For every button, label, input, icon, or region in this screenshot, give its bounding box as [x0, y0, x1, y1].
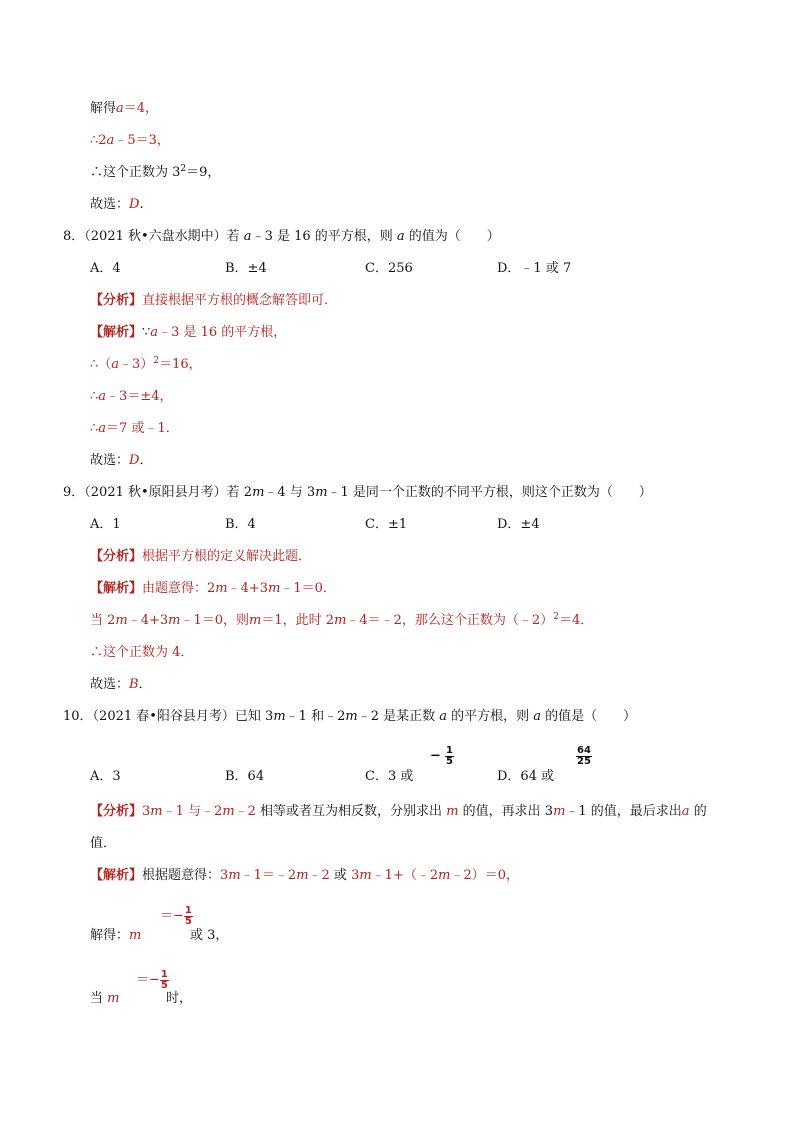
q9-analysis: 【分析】根据平方根的定义解决此题．: [90, 549, 312, 564]
q8-step-3: ∴a﹣3＝±4，: [90, 389, 173, 404]
q9-solution: 【解析】由题意得：2m﹣4+3m﹣1＝0．: [90, 581, 336, 596]
q8-step-4: ∴a＝7 或﹣1．: [90, 421, 179, 436]
q8-option-a: A．4: [90, 261, 121, 276]
q8-solution: 【解析】∵a﹣3 是 16 的平方根，: [90, 325, 287, 340]
q10-step-2-tail: 或 3，: [190, 928, 229, 943]
q8-step-2: ∴（a﹣3）$^2$＝16，: [90, 356, 202, 372]
q9-step-3: ∴这个正数为 4．: [90, 645, 194, 660]
q10-option-b: B．64: [225, 769, 265, 784]
q10-solution: 【解析】根据题意得：3m﹣1＝﹣2m﹣2 或 3m﹣1+（﹣2m﹣2）＝0，: [90, 868, 519, 883]
q10-step-2-fraction: ＝− $\frac{1}{5}$: [160, 905, 192, 927]
q9-option-d: D．±4: [497, 517, 540, 532]
q8-analysis: 【分析】直接根据平方根的概念解答即可．: [90, 293, 338, 308]
q10-option-d-fraction: $\frac{64}{25}$: [577, 745, 591, 767]
prev-answer: 故选：D.: [90, 197, 144, 212]
q8-option-c: C．256: [365, 261, 413, 276]
q10-analysis: 【分析】3m﹣1 与﹣2m﹣2 相等或者互为相反数，分别求出 m 的值，再求出 3m﹣1 的值，最后求出a 的: [90, 804, 707, 819]
q10-analysis-cont: 值．: [90, 836, 117, 851]
q10-step-3-fraction: ＝− $\frac{1}{5}$: [136, 969, 168, 991]
prev-line-2: ∴2a﹣5＝3，: [90, 133, 170, 148]
q9-step-2: 当 2m﹣4+3m﹣1＝0，则m＝1，此时 2m﹣4＝﹣2，那么这个正数为（﹣2）$^2$＝4．: [90, 612, 594, 628]
q10-option-a: A．3: [90, 769, 121, 784]
q10-option-c: C．3 或: [365, 769, 414, 784]
q10-step-3-tail: 时，: [166, 991, 193, 1006]
q9-answer: 故选：B．: [90, 677, 152, 692]
q10-step-3: 当 m: [90, 991, 120, 1006]
q10-option-d: D．64 或: [497, 769, 555, 784]
q10-step-2: 解得：m: [90, 928, 142, 943]
q9-option-a: A．1: [90, 517, 121, 532]
prev-line-3: ∴这个正数为 $3^2=9$，: [90, 164, 221, 180]
q9-stem: 9．（2021 秋•原阳县月考）若 2m﹣4 与 3m﹣1 是同一个正数的不同平方根，则这个正数为（ ）: [63, 485, 652, 500]
q9-option-c: C．±1: [365, 517, 408, 532]
q8-stem: 8．（2021 秋•六盘水期中）若 a﹣3 是 16 的平方根，则 a 的值为（ ）: [63, 229, 500, 244]
q9-option-b: B．4: [225, 517, 256, 532]
q10-stem: 10．（2021 春•阳谷县月考）已知 3m﹣1 和﹣2m﹣2 是某正数 a 的平方根，则 a 的值是（ ）: [63, 709, 637, 724]
q10-option-c-fraction: − $\frac{1}{5}$: [430, 745, 454, 767]
q8-answer: 故选：D．: [90, 453, 153, 468]
q8-option-b: B．±4: [225, 261, 267, 276]
q8-option-d: D．﹣1 或 7: [497, 261, 572, 276]
prev-line-1: 解得a＝4，: [90, 101, 159, 116]
